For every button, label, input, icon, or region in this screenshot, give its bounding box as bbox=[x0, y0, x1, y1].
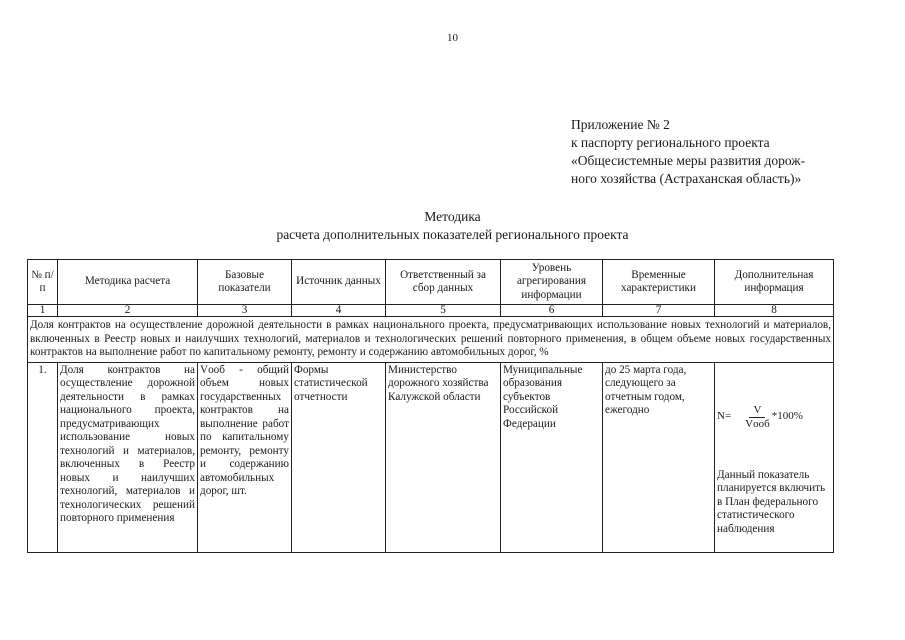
formula bbox=[717, 404, 831, 431]
formula-lhs: N= bbox=[717, 410, 732, 423]
appendix-line: ного хозяйства (Астраханская область)» bbox=[571, 171, 802, 186]
title-line: Методика bbox=[424, 209, 481, 224]
column-number-row bbox=[28, 305, 834, 317]
row-number: 1. bbox=[28, 362, 58, 552]
responsible-cell: Министерство дорожного хозяйства Калужской области bbox=[386, 362, 501, 552]
document-title bbox=[0, 208, 905, 244]
table-header-row bbox=[28, 260, 834, 305]
aggregation-cell: Муниципальные образования субъектов Российской Федерации bbox=[501, 362, 603, 552]
column-header: Уровень агрегирования информации bbox=[501, 260, 603, 305]
column-number: 6 bbox=[501, 305, 603, 317]
column-number: 3 bbox=[198, 305, 292, 317]
column-number: 5 bbox=[386, 305, 501, 317]
timing-cell: до 25 марта года, следующего за отчетным годом, ежегодно bbox=[603, 362, 715, 552]
column-number: 2 bbox=[58, 305, 198, 317]
section-row bbox=[28, 317, 834, 363]
column-header: Временные характеристики bbox=[603, 260, 715, 305]
section-title: Доля контрактов на осуществление дорожной деятельности в рамках национального проекта, предусматривающих использование новых технологий и материалов, включенных в Реестр новых и наилучших технологий, материалов и технологических решений повторного применения, в общем объеме новых государственных контрактов на выполнение работ по капитальному ремонту, ремонту и содержанию автомобильных дорог, % bbox=[28, 317, 834, 363]
info-note: Данный показатель планируется включить в План федерального статистического наблюдения bbox=[717, 468, 826, 535]
method-cell: Доля контрактов на осуществление дорожной деятельности в рамках национального проекта, предусматривающих использование новых технологий и материалов, включенных в Реестр новых и наилучших технологий, материалов и технологических решений повторного применения bbox=[58, 362, 198, 552]
additional-info-cell bbox=[715, 362, 834, 552]
column-header: Методика расчета bbox=[58, 260, 198, 305]
table-row bbox=[28, 362, 834, 552]
column-number: 8 bbox=[715, 305, 834, 317]
page-number: 10 bbox=[447, 32, 458, 44]
formula-rhs: *100% bbox=[771, 410, 803, 423]
appendix-line: к паспорту регионального проекта bbox=[571, 135, 770, 150]
column-header: № п/п bbox=[28, 260, 58, 305]
column-number: 4 bbox=[292, 305, 386, 317]
column-header: Источник данных bbox=[292, 260, 386, 305]
appendix-line: Приложение № 2 bbox=[571, 117, 670, 132]
column-number: 1 bbox=[28, 305, 58, 317]
column-header: Базовые показатели bbox=[198, 260, 292, 305]
methodology-table bbox=[27, 259, 834, 553]
column-header: Ответственный за сбор данных bbox=[386, 260, 501, 305]
appendix-line: «Общесистемные меры развития дорож- bbox=[571, 153, 806, 168]
column-number: 7 bbox=[603, 305, 715, 317]
formula-denominator: Vооб bbox=[745, 417, 770, 430]
formula-numerator: V bbox=[749, 404, 765, 418]
appendix-header bbox=[571, 116, 901, 188]
column-header: Дополнительная информация bbox=[715, 260, 834, 305]
base-indicators-cell: Vооб - общий объем новых государственных контрактов на выполнение работ по капитальному ремонту, ремонту и содержанию автомобильных дорог, шт. bbox=[198, 362, 292, 552]
formula-fraction bbox=[745, 404, 770, 431]
title-line: расчета дополнительных показателей регионального проекта bbox=[276, 227, 629, 242]
data-source-cell: Формы статистической отчетности bbox=[292, 362, 386, 552]
